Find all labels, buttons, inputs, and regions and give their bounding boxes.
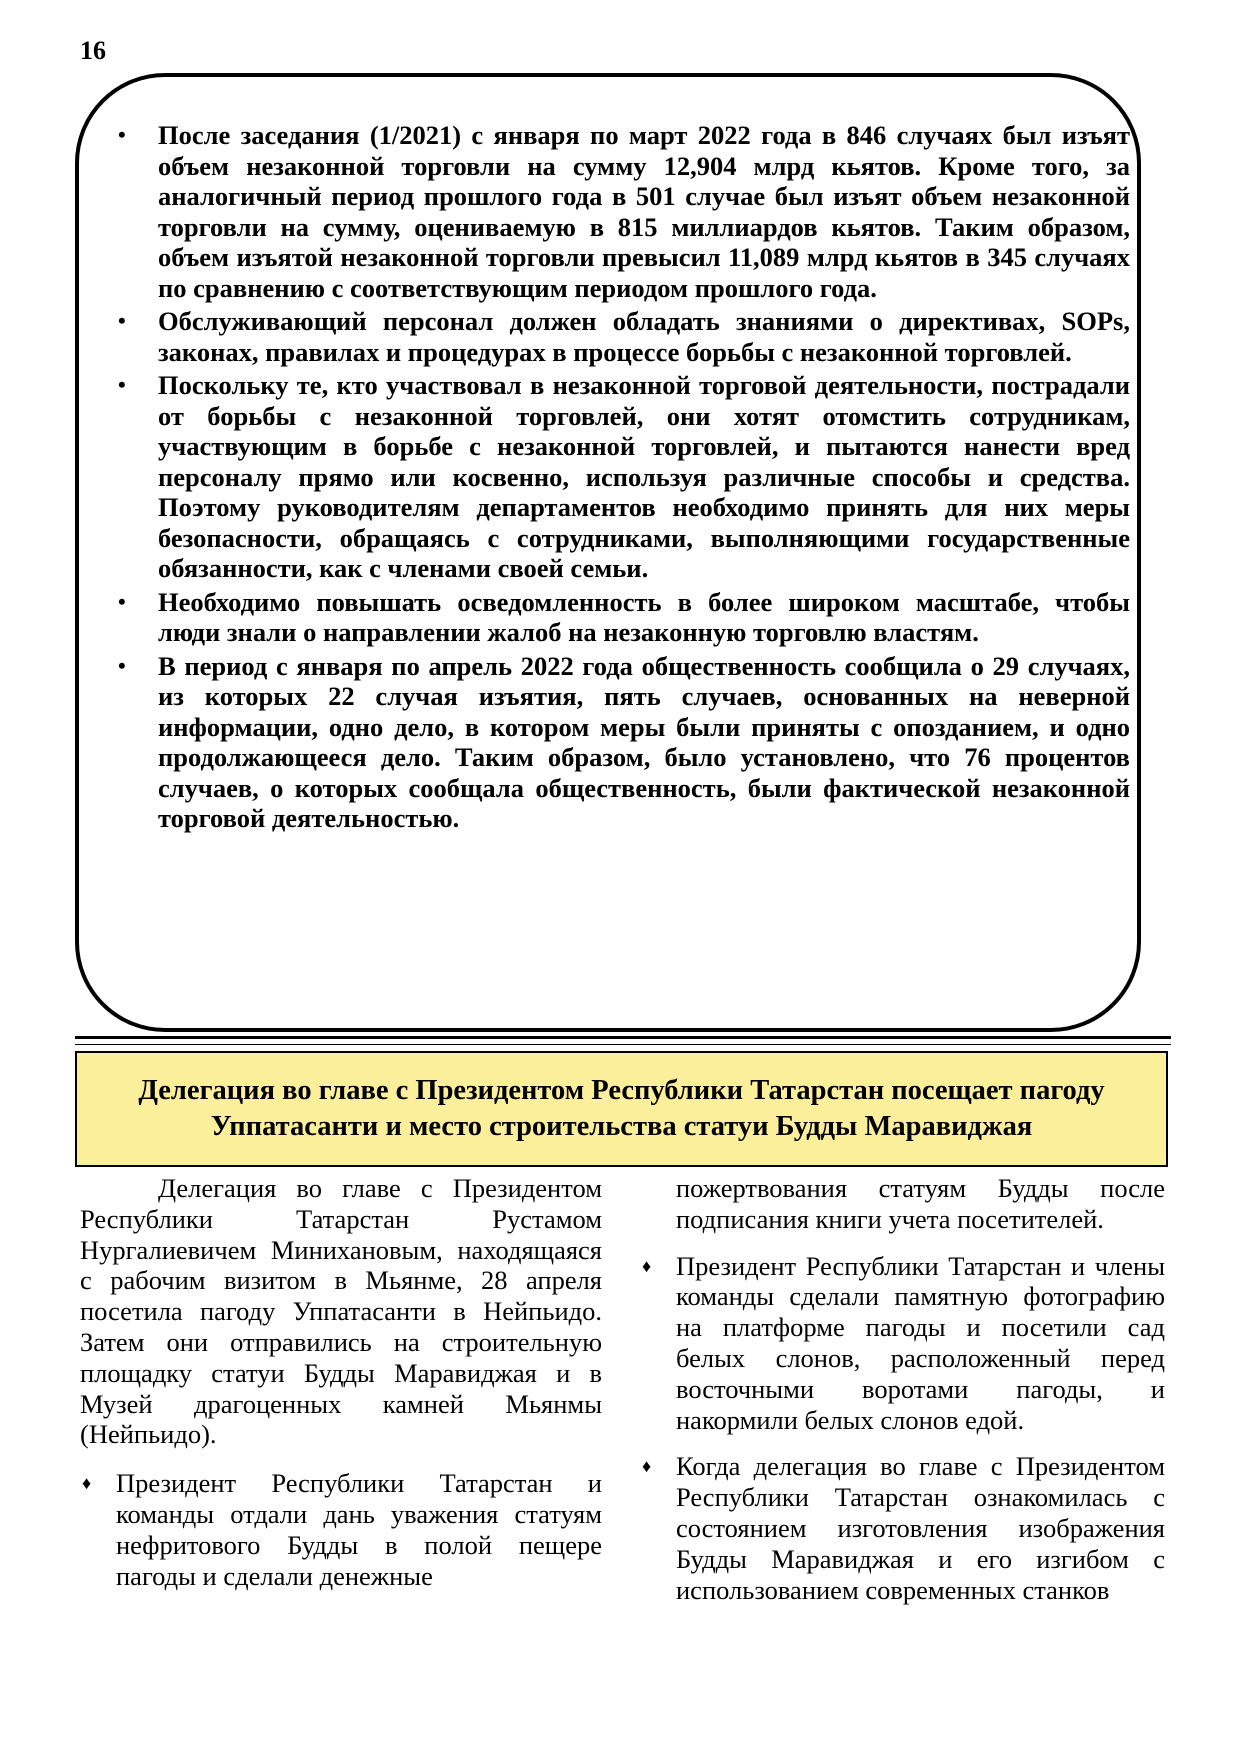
section-divider (75, 1036, 1171, 1045)
item-text: Когда делегация во главе с Президентом Республики Татарстан ознакомилась с состоянием изготовления изображения Будды Маравиджая и его изгибом с использованием современных станков (676, 1451, 1165, 1605)
headline-line-1: Делегация во главе с Президентом Республики Татарстан посещает пагоду (138, 1075, 1105, 1106)
bullet-text: Необходимо повышать осведомленность в более широком масштабе, чтобы люди знали о направлении жалоб на незаконную торговлю властям. (158, 586, 1130, 647)
bullet-text: В период с января по апрель 2022 года общественность сообщила о 29 случаях, из которых 22 случая изъятия, пять случаев, основанных на неверной информации, одно дело, в котором меры были приняты с опозданием, и одно продолжающееся дело. Таким образом, было установлено, что 76 процентов случаев, о которых сообщала общественность, были фактической незаконной торговой деятельностью. (158, 650, 1130, 833)
article-column-right (640, 1173, 1165, 1605)
list-item (80, 1468, 602, 1591)
diamond-bullet-icon: ♦ (82, 1473, 92, 1494)
bullet-icon: • (118, 122, 126, 147)
list-item (118, 370, 1130, 584)
diamond-bullet-icon: ♦ (642, 1456, 652, 1477)
bullet-text: Поскольку те, кто участвовал в незаконной торговой деятельности, пострадали от борьбы с незаконной торговлей, они хотят отомстить сотрудникам, участвующим в борьбе с незаконной торговлей, и пытаются нанести вред персоналу прямо или косвенно, используя различные способы и средства. Поэтому руководителям департаментов необходимо принять для них меры безопасности, обращаясь с сотрудниками, выполняющими государственные обязанности, как с членами своей семьи. (158, 370, 1130, 583)
item-text: Президент Республики Татарстан и члены команды сделали памятную фотографию на платформе пагоды и посетили сад белых слонов, расположенный перед восточными воротами пагоды, и накормили белых слонов едой. (676, 1250, 1165, 1435)
bullet-icon: • (118, 308, 126, 333)
bullet-text: После заседания (1/2021) с января по март 2022 года в 846 случаях был изъят объем незаконной торговли на сумму 12,904 млрд кьятов. Кроме того, за аналогичный период прошлого года в 501 случае был изъят объем незаконной торговли на сумму, оцениваемую в 815 миллиардов кьятов. Таким образом, объем изъятой незаконной торговли превысил 11,089 млрд кьятов в 345 случаях по сравнению с соответствующим периодом прошлого года. (158, 120, 1130, 303)
item-continuation: пожертвования статуям Будды после подписания книги учета посетителей. (676, 1173, 1165, 1234)
diamond-bullet-icon: ♦ (642, 1255, 652, 1276)
headline-line-2: Уппатасанти и место строительства статуи Будды Маравиджая (210, 1111, 1033, 1142)
item-text: Президент Республики Татарстан и команды отдали дань уважения статуям нефритового Будды в полой пещере пагоды и сделали денежные (116, 1468, 602, 1591)
article-column-left (80, 1173, 602, 1591)
bullet-text: Обслуживающий персонал должен обладать знаниями о директивах, SOPs, законах, правилах и процедурах в процессе борьбы с незаконной торговлей. (158, 306, 1130, 367)
bullet-icon: • (118, 652, 126, 678)
bullet-icon: • (118, 372, 126, 397)
article-headline (75, 1051, 1168, 1167)
list-item (118, 306, 1130, 367)
page-number: 16 (80, 36, 106, 65)
article-intro: Делегация во главе с Президентом Республики Татарстан Рустамом Нургалиевичем Минихановым, находящаяся с рабочим визитом в Мьянме, 28 апреля посетила пагоду Уппатасанти в Нейпьидо. Затем они отправились на строительную площадку статуи Будды Маравиджая и в Музей драгоценных камней Мьянмы (Нейпьидо). (80, 1173, 602, 1450)
bullet-icon: • (118, 588, 126, 614)
list-item (640, 1251, 1165, 1436)
list-item (118, 651, 1130, 834)
list-item (118, 120, 1130, 303)
list-item (640, 1451, 1165, 1605)
bullet-list (118, 120, 1130, 837)
list-item (118, 587, 1130, 648)
